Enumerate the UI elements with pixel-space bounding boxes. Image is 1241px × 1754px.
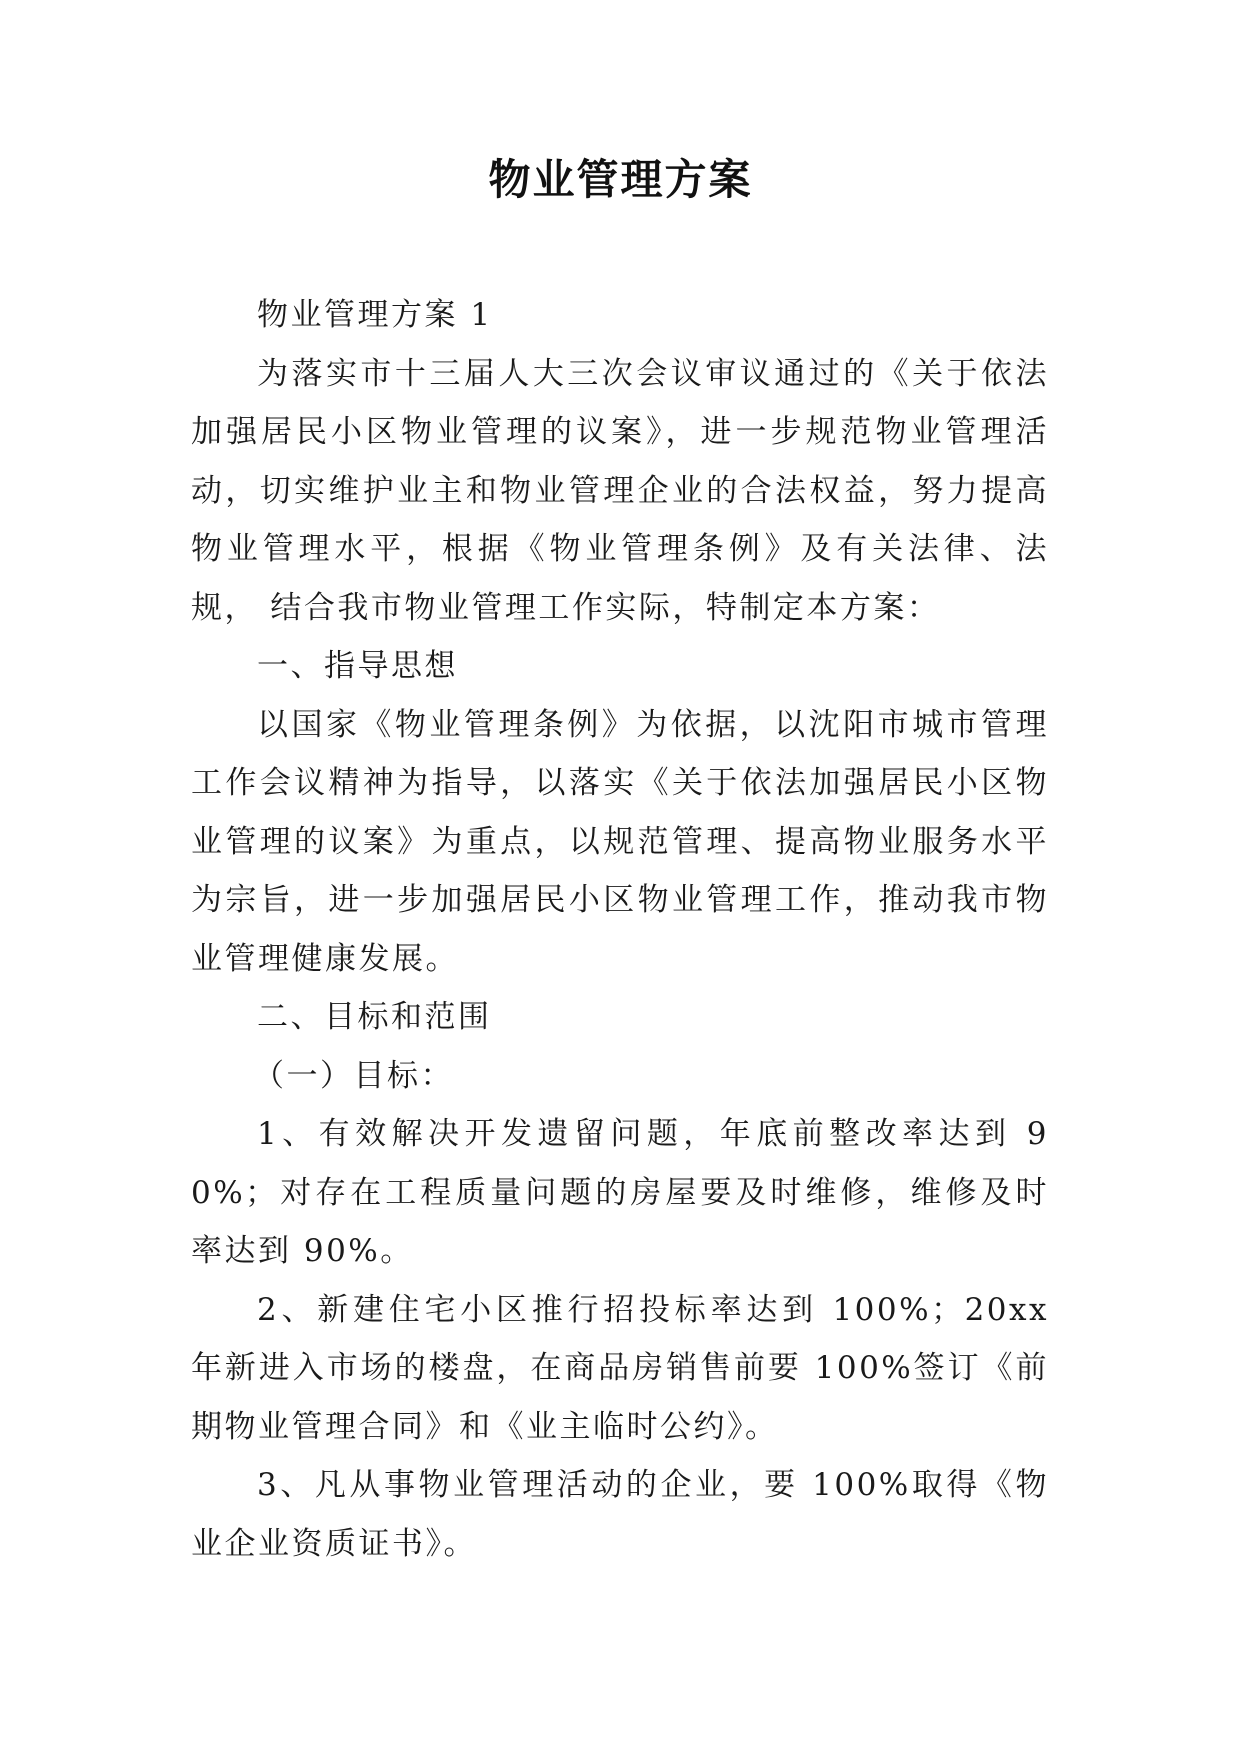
goal-item-1: 1、有效解决开发遗留问题，年底前整改率达到 90%；对存在工程质量问题的房屋要及时维修，维修及时率达到 90%。: [191, 1116, 1049, 1269]
goal-item-3: 3、凡从事物业管理活动的企业，要 100%取得《物业企业资质证书》。: [191, 1467, 1049, 1562]
goal-item-2: 2、新建住宅小区推行招投标率达到 100%；20xx 年新进入市场的楼盘，在商品房销售前要 100%签订《前期物业管理合同》和《业主临时公约》。: [191, 1291, 1049, 1445]
document-body: [191, 286, 1049, 1573]
section-heading-plan-1: 物业管理方案 1: [257, 297, 493, 333]
guiding-ideology-paragraph: 以国家《物业管理条例》为依据，以沈阳市城市管理工作会议精神为指导，以落实《关于依法加强居民小区物业管理的议案》为重点，以规范管理、提高物业服务水平为宗旨，进一步加强居民小区物业管理工作，推动我市物业管理健康发展。: [191, 706, 1049, 977]
intro-paragraph: 为落实市十三届人大三次会议审议通过的《关于依法加强居民小区物业管理的议案》，进一步规范物业管理活动，切实维护业主和物业管理企业的合法权益，努力提高物业管理水平，根据《物业管理条例》及有关法律、法规， 结合我市物业管理工作实际，特制定本方案：: [191, 355, 1049, 626]
subheading-goals: （一）目标：: [253, 1057, 454, 1094]
section-heading-guiding-ideology: 一、指导思想: [257, 648, 458, 684]
section-heading-goals-scope: 二、目标和范围: [257, 999, 492, 1035]
document-title: 物业管理方案: [488, 155, 753, 204]
